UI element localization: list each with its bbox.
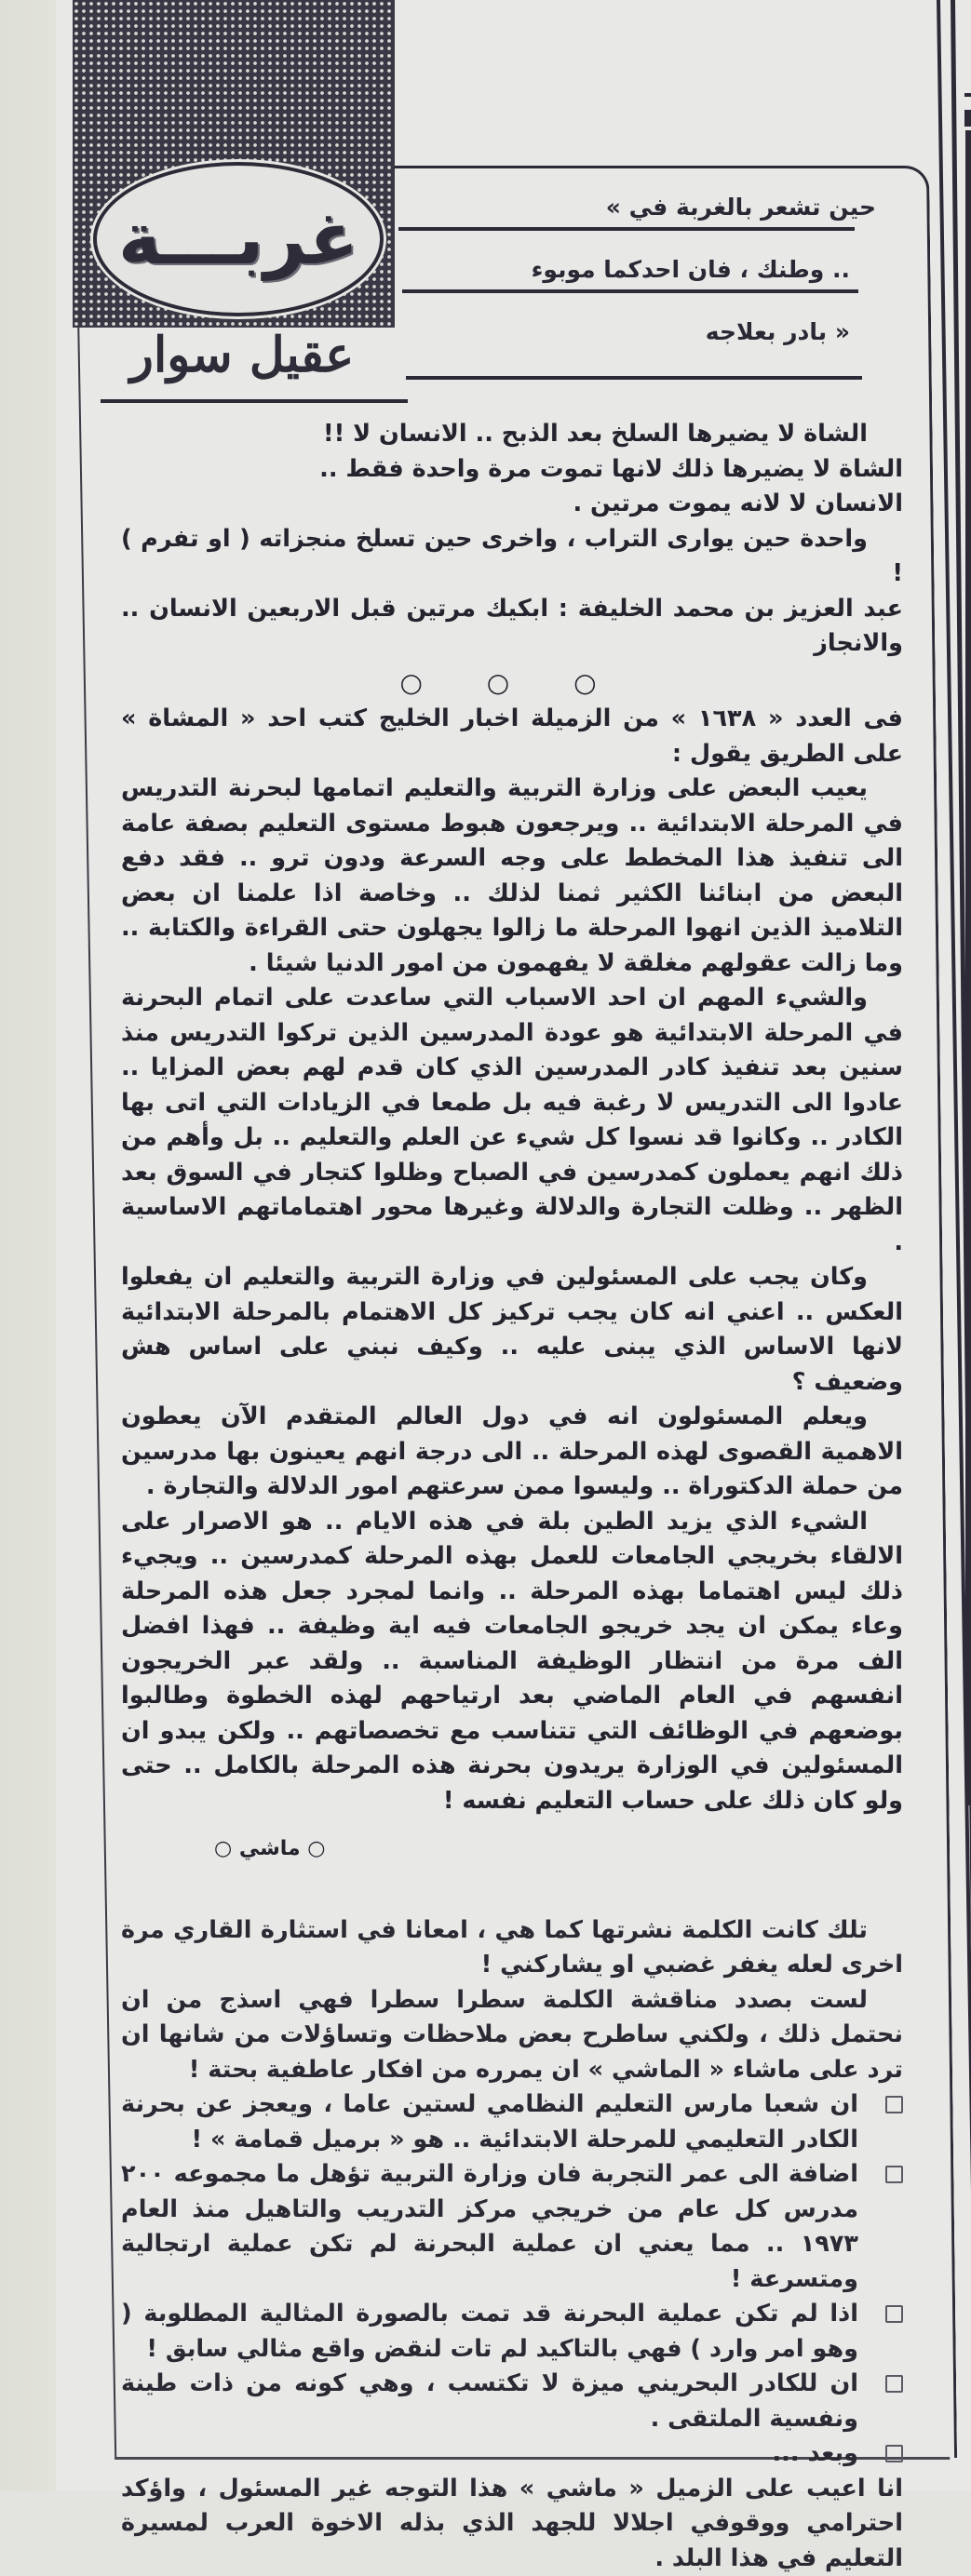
column-title: غربـــة (118, 203, 358, 275)
bullet-point (121, 2157, 903, 2297)
quoted-paragraph: وكان يجب على المسئولين في وزارة التربية والتعليم ان يفعلوا العكس .. اعني انه كان يجب تركيز كل الاهتمام بالمرحلة الابتدائية لانها الاساس الذي يبنى عليه .. وكيف نبني على اساس هش وضعيف ؟ (121, 1260, 903, 1400)
intro-line: الشاة لا يضيرها السلخ بعد الذبح .. الانسان لا !! (121, 417, 903, 452)
neighbor-column-edge (965, 130, 971, 1805)
column-logo-oval (93, 162, 384, 316)
neighbor-column-edge (964, 110, 971, 127)
author-name: عقيل سوار (102, 328, 382, 383)
bullet-point (121, 2367, 903, 2436)
neighbor-column-edge (964, 93, 971, 97)
article-body (121, 417, 903, 2576)
bullet-text: ان للكادر البحريني ميزة لا تكتسب ، وهي كونه من ذات طينة ونفسية الملتقى . (121, 2369, 858, 2433)
square-bullet-icon (885, 2166, 903, 2183)
bullet-point (121, 2297, 903, 2367)
author-rule (101, 399, 408, 403)
quoted-paragraph: والشيء المهم ان احد الاسباب التي ساعدت على اتمام البحرنة في المرحلة الابتدائية هو عودة المدرسين الذين تركوا التدريس منذ سنين بعد تنفيذ كادر المدرسين الذي كان قدم لهم بعض المزايا .. عادوا الى التدريس لا رغبة فيه بل طمعا في الزيادات التي اتى بها الكادر .. وكانوا قد نسوا كل شيء عن العلم والتعليم .. بل وأهم من ذلك انهم يعملون كمدرسين في الصباح وظلوا كتجار في السوق بعد الظهر .. وظلت التجارة والدلالة وغيرها محور اهتماماتهم الاساسية . (121, 981, 903, 1260)
square-bullet-icon (885, 2305, 903, 2323)
section-separator: ○ ○ ○ (121, 665, 903, 701)
epigraph-rule (402, 289, 858, 293)
intro-quote-attribution: عبد العزيز بن محمد الخليفة : ابكيك مرتين قبل الاربعين الانسان .. والانجاز (121, 592, 903, 662)
response-paragraph: تلك كانت الكلمة نشرتها كما هي ، امعانا في استثارة القاري مرة اخرى لعله يغفر غضبي او يشاركني ! (121, 1913, 903, 1983)
closing-paragraph: انا اعيب على الزميل « ماشي » هذا التوجه غير المسئول ، واؤكد احترامي ووقوفي اجلالا للجهد الذي بذله الاخوة العرب لمسيرة التعليم في هذا البلد . (121, 2472, 903, 2576)
square-bullet-icon (885, 2375, 903, 2393)
response-paragraph: لست بصدد مناقشة الكلمة سطرا سطرا فهي اسذج من ان نحتمل ذلك ، ولكني ساطرح بعض ملاحظات وتساؤلات من شانها ان ترد على ماشاء « الماشي » ان يمرره من افكار عاطفية بحتة ! (121, 1983, 903, 2088)
quoted-paragraph: الشيء الذي يزيد الطين بلة في هذه الايام .. هو الاصرار على الالقاء بخريجي الجامعات للعمل بهذه المرحلة كمدرسين .. ويجيء ذلك ليس اهتماما بهذه المرحلة .. وانما لمجرد جعل هذه المرحلة وعاء يمكن ان يجد خريجو الجامعات فيه اية وظيفة .. فهذا افضل الف مرة من انتظار الوظيفة المناسبة .. ولقد عبر الخريجون انفسهم في العام الماضي بعد ارتياحهم لهذه الخطوة وطالبوا بوضعهم في الوظائف التي تتناسب مع تخصصاتهم .. ولكن يبدو ان المسئولين في الوزارة يريدون بحرنة هذه المرحلة بالكامل .. حتى ولو كان ذلك على حساب التعليم نفسه ! (121, 1505, 903, 1819)
epigraph-line: « حين تشعر بالغربة في (606, 194, 876, 221)
intro-line: الشاة لا يضيرها ذلك لانها تموت مرة واحدة فقط .. (121, 452, 903, 488)
bullet-text: وبعد ... (773, 2439, 859, 2467)
epigraph-rule (398, 227, 855, 231)
epigraph-line: بادر بعلاجه » (706, 318, 850, 345)
intro-line: واحدة حين يوارى التراب ، واخرى حين تسلخ منجزاته ( او تفرم ) ! (121, 522, 903, 592)
epigraph-rule (406, 376, 862, 380)
square-bullet-icon (885, 2096, 903, 2113)
bullet-text: اذا لم تكن عملية البحرنة قد تمت بالصورة المثالية المطلوبة ( وهو امر وارد ) فهي بالتاكيد لم تات لنقض واقع مثالي سابق ! (121, 2300, 858, 2363)
bullet-point (121, 2087, 903, 2157)
intro-line: الانسان لا لانه يموت مرتين . (121, 487, 903, 522)
signature-text: ○ ماشي ○ (214, 1837, 326, 1860)
bullet-text: ان شعبا مارس التعليم النظامي لستين عاما ، ويعجز عن بحرنة الكادر التعليمي للمرحلة الابتدائية .. هو « برميل قمامة » ! (121, 2090, 858, 2153)
epigraph-line: وطنك ، فان احدكما موبوء .. (532, 256, 850, 283)
bullet-point (121, 2436, 903, 2472)
lead-paragraph: فى العدد « ١٦٣٨ » من الزميلة اخبار الخليج كتب احد « المشاة » على الطريق يقول : (121, 702, 903, 771)
square-bullet-icon (885, 2445, 903, 2462)
quoted-signature (121, 1831, 903, 1867)
quoted-paragraph: ويعلم المسئولون انه في دول العالم المتقدم الآن يعطون الاهمية القصوى لهذه المرحلة .. الى درجة انهم يعينون بها مدرسين من حملة الدكتوراة .. وليسوا ممن سرعتهم امور الدلالة والتجارة . (121, 1400, 903, 1505)
bullet-text: اضافة الى عمر التجربة فان وزارة التربية تؤهل ما مجموعه ٢٠٠ مدرس كل عام من خريجي مركز التدريب والتاهيل منذ العام ١٩٧٣ .. مما يعني ان عملية البحرنة لم تكن عملية ارتجالية ومتسرعة ! (121, 2160, 858, 2293)
quoted-paragraph: يعيب البعض على وزارة التربية والتعليم اتمامها لبحرنة التدريس في المرحلة الابتدائية .. ويرجعون هبوط مستوى التعليم بصفة عامة الى تنفيذ هذا المخطط على وجه السرعة ودون ترو .. فقد دفع البعض من ابنائنا الكثير ثمنا لذلك .. وخاصة اذا علمنا ان بعض التلاميذ الذين انهوا المرحلة ما زالوا يجهلون حتى القراءة والكتابة .. وما زالت عقولهم مغلقة لا يفهمون من امور الدنيا شيئا . (121, 771, 903, 981)
